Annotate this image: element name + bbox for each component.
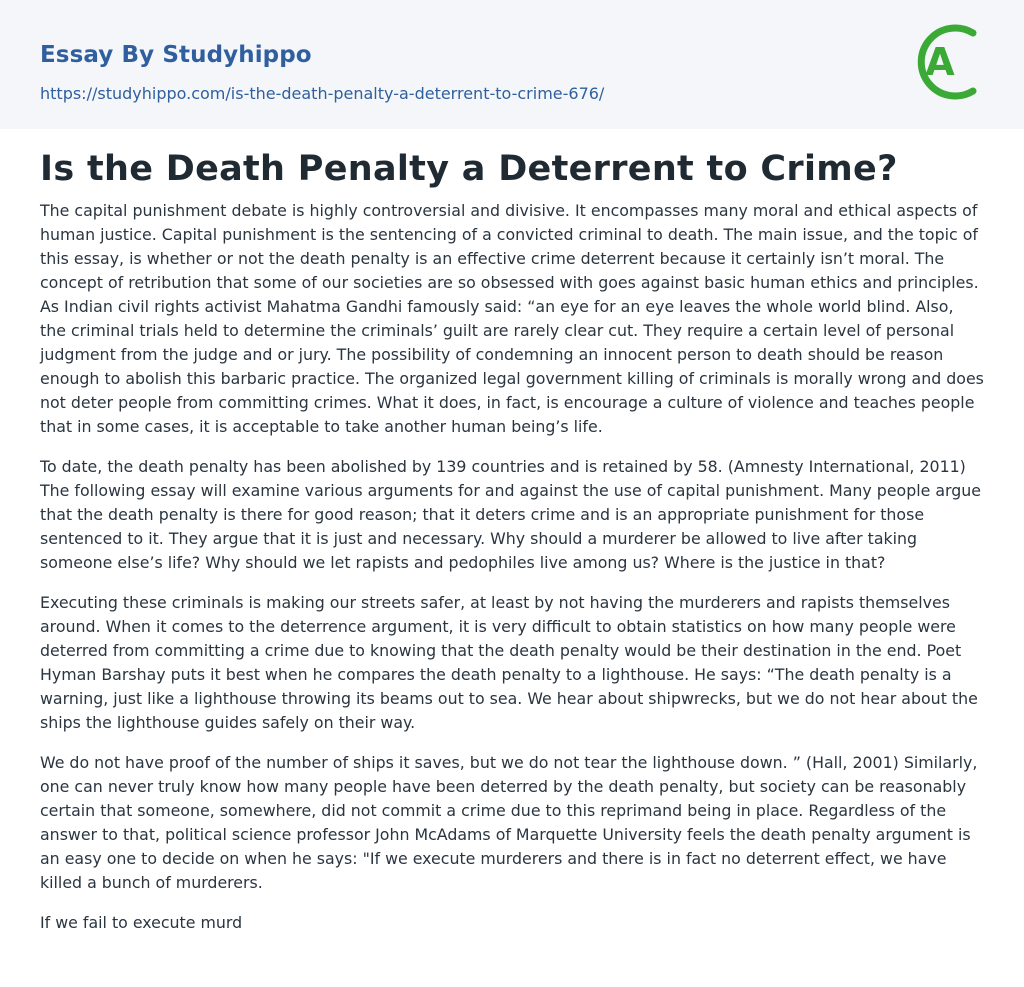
site-header: [0, 0, 1024, 129]
essay-url-link[interactable]: https://studyhippo.com/is-the-death-penalty-a-deterrent-to-crime-676/: [40, 84, 605, 103]
logo-letter: A: [925, 40, 955, 84]
essay-paragraph: Executing these criminals is making our streets safer, at least by not having the murderers and rapists themselves around. When it comes to the deterrence argument, it is very difficult to obtain statistics on how many people were deterred from committing a crime due to knowing that the death penalty would be their destination in the end. Poet Hyman Barshay puts it best when he compares the death penalty to a lighthouse. He says: “The death penalty is a warning, just like a lighthouse throwing its beams out to sea. We hear about shipwrecks, but we do not hear about the ships the lighthouse guides safely on their way.: [40, 593, 978, 732]
studyhippo-logo-icon[interactable]: [910, 17, 988, 107]
essay-paragraph: The capital punishment debate is highly controversial and divisive. It encompasses many moral and ethical aspects of human justice. Capital punishment is the sentencing of a convicted criminal to death. The main issue, and the topic of this essay, is whether or not the death penalty is an effective crime deterrent because it certainly isn’t moral. The concept of retribution that some of our societies are so obsessed with goes against basic human ethics and principles. As Indian civil rights activist Mahatma Gandhi famously said: “an eye for an eye leaves the whole world blind. Also, the criminal trials held to determine the criminals’ guilt are rarely clear cut. They require a certain level of personal judgment from the judge and or jury. The possibility of condemning an innocent person to death should be reason enough to abolish this barbaric practice. The organized legal government killing of criminals is morally wrong and does not deter people from committing crimes. What it does, in fact, is encourage a culture of violence and teaches people that in some cases, it is acceptable to take another human being’s life.: [40, 201, 984, 436]
brand-title[interactable]: Essay By Studyhippo: [40, 42, 312, 68]
essay-paragraph-truncated: If we fail to execute murd: [40, 913, 243, 932]
essay-paragraph: We do not have proof of the number of ships it saves, but we do not tear the lighthouse down. ” (Hall, 2001) Similarly, one can never truly know how many people have been deterred by the death penalty, but society can be reasonably certain that someone, somewhere, did not commit a crime due to this reprimand being in place. Regardless of the answer to that, political science professor John McAdams of Marquette University feels the death penalty argument is an easy one to decide on when he says: "If we execute murderers and there is in fact no deterrent effect, we have killed a bunch of murderers.: [40, 753, 978, 892]
essay-paragraph: To date, the death penalty has been abolished by 139 countries and is retained by 58. (Amnesty International, 2011) The following essay will examine various arguments for and against the use of capital punishment. Many people argue that the death penalty is there for good reason; that it deters crime and is an appropriate punishment for those sentenced to it. They argue that it is just and necessary. Why should a murderer be allowed to live after taking someone else’s life? Why should we let rapists and pedophiles live among us? Where is the justice in that?: [40, 457, 982, 572]
essay-content: [0, 147, 1024, 935]
essay-title: Is the Death Penalty a Deterrent to Crime?: [40, 149, 898, 189]
